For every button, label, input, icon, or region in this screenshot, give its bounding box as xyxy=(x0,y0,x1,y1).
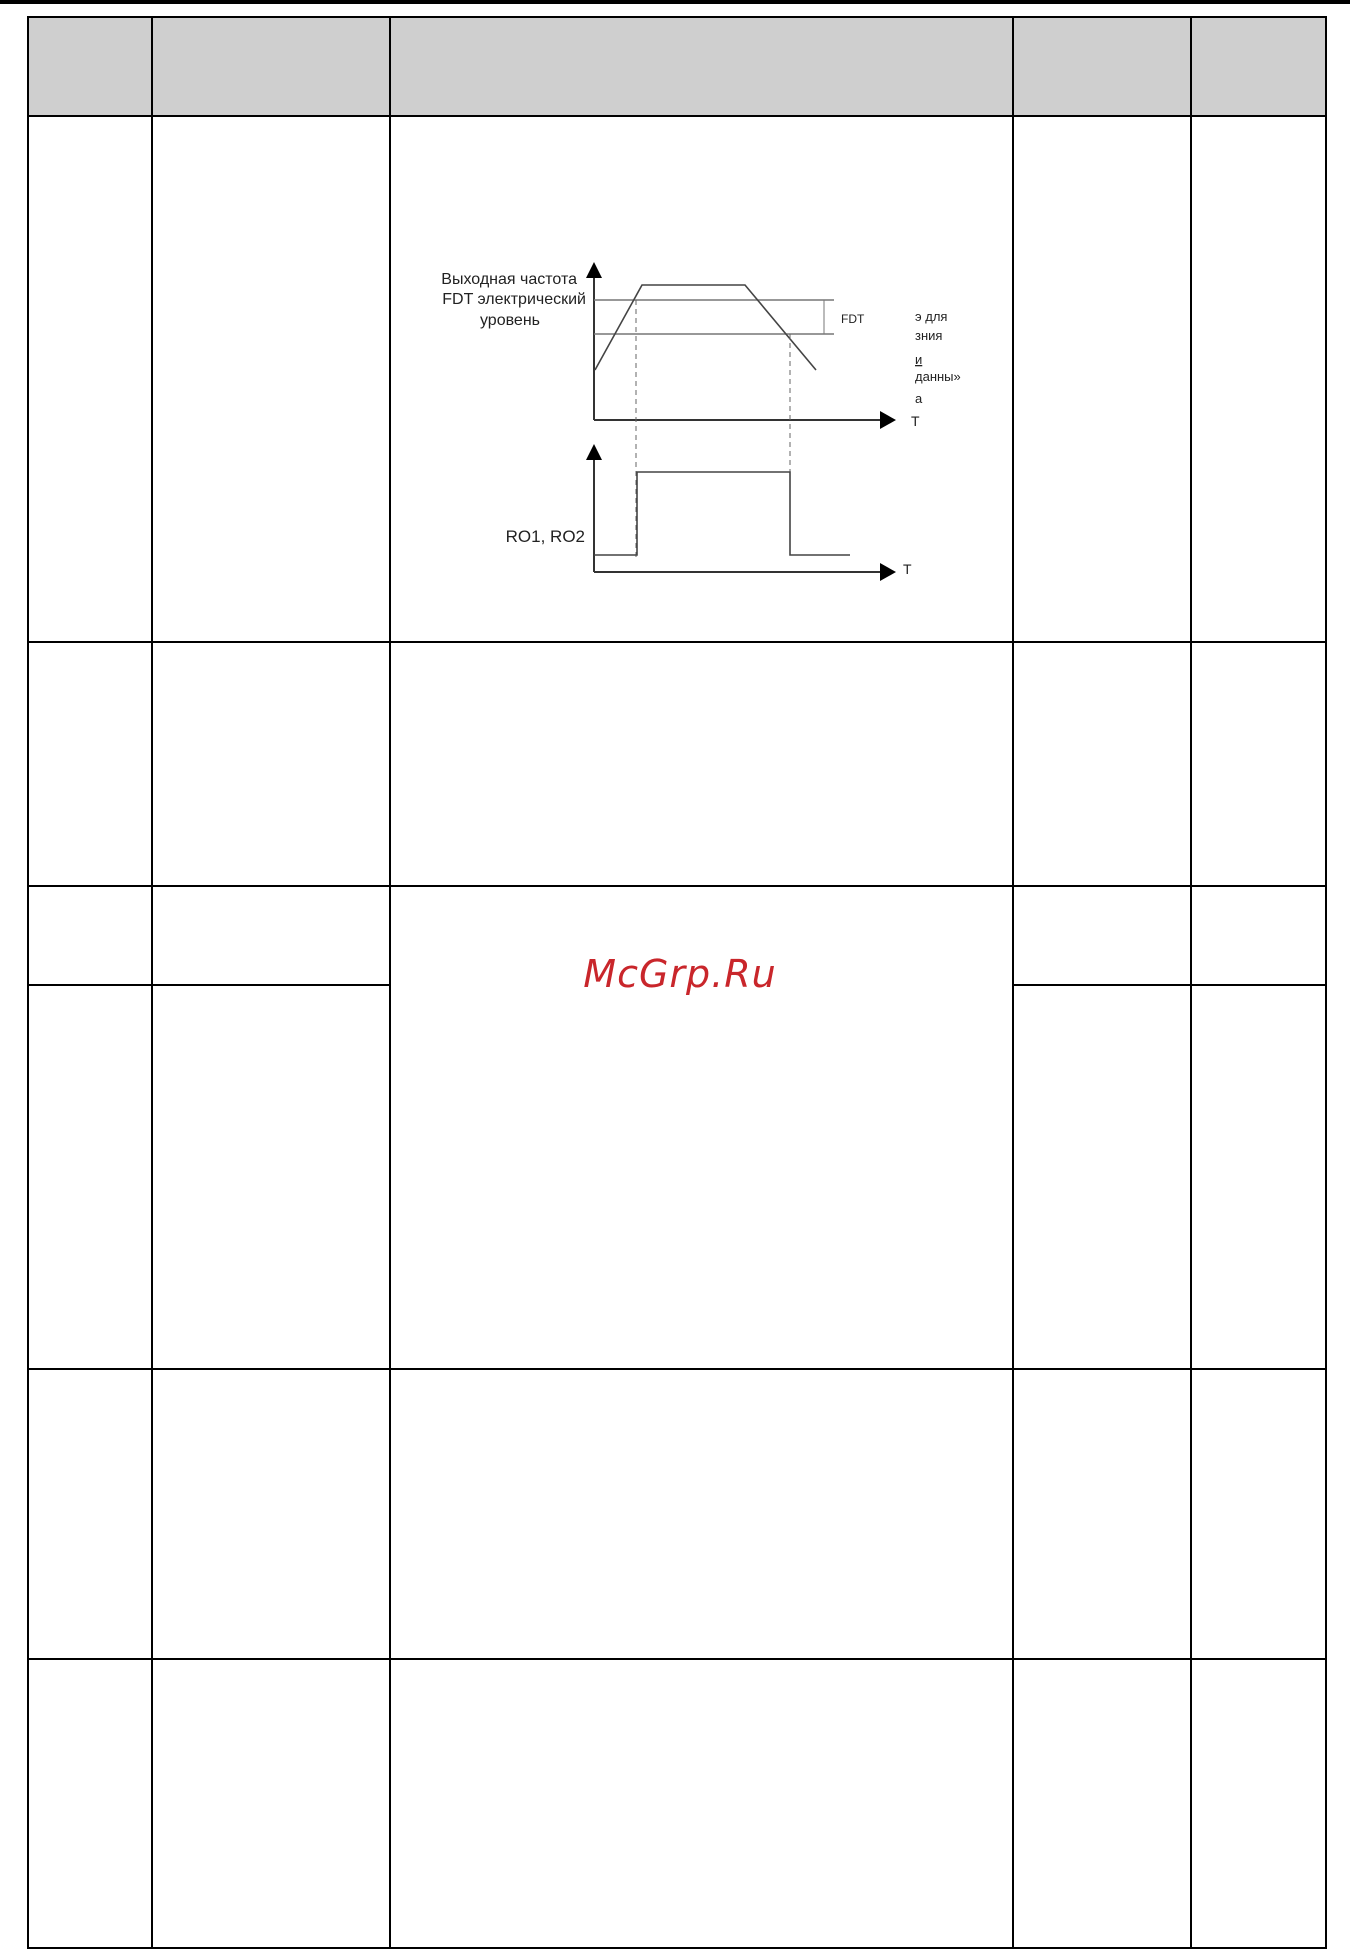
table-col-divider xyxy=(1012,16,1014,1949)
bottom-time-label: T xyxy=(903,561,912,577)
clipped-text: данны» xyxy=(915,369,961,384)
clipped-text: и xyxy=(915,352,923,367)
table-col-divider xyxy=(151,16,153,1949)
y-axis-arrow-icon xyxy=(586,444,602,460)
fdt-timing-diagram xyxy=(388,258,988,598)
table-col-border-right xyxy=(1325,16,1327,1949)
table-col-border-left xyxy=(27,16,29,1949)
table-row-divider xyxy=(27,641,1327,643)
y-axis-label-fdt-level: FDT электрический xyxy=(442,291,586,308)
page-top-rule xyxy=(0,0,1350,4)
clipped-text: зния xyxy=(915,328,943,343)
table-border-bottom xyxy=(27,1947,1327,1949)
x-axis-arrow-icon xyxy=(880,563,896,581)
table-row-divider xyxy=(27,115,1327,117)
table-header-row xyxy=(27,17,1326,115)
table-row-divider xyxy=(27,885,1327,887)
table-row-divider-partial-right xyxy=(1012,984,1327,986)
y-axis-label-output-frequency: Выходная частота xyxy=(441,271,577,288)
top-time-label: Т xyxy=(911,413,920,429)
table-row-divider-partial-left xyxy=(27,984,391,986)
watermark: McGrp.Ru xyxy=(583,952,777,996)
y-axis-label-level: уровень xyxy=(479,312,541,329)
table-col-divider xyxy=(1190,16,1192,1949)
y-axis-arrow-icon xyxy=(586,262,602,278)
table-row-divider xyxy=(27,1368,1327,1370)
table-row-divider xyxy=(27,1658,1327,1660)
fdt-band-label: FDT xyxy=(841,312,865,326)
table-border-top xyxy=(27,16,1327,18)
clipped-text: э для xyxy=(915,309,948,324)
relay-output-label: RO1, RO2 xyxy=(505,527,585,546)
clipped-text: а xyxy=(915,391,923,406)
x-axis-arrow-icon xyxy=(880,411,896,429)
